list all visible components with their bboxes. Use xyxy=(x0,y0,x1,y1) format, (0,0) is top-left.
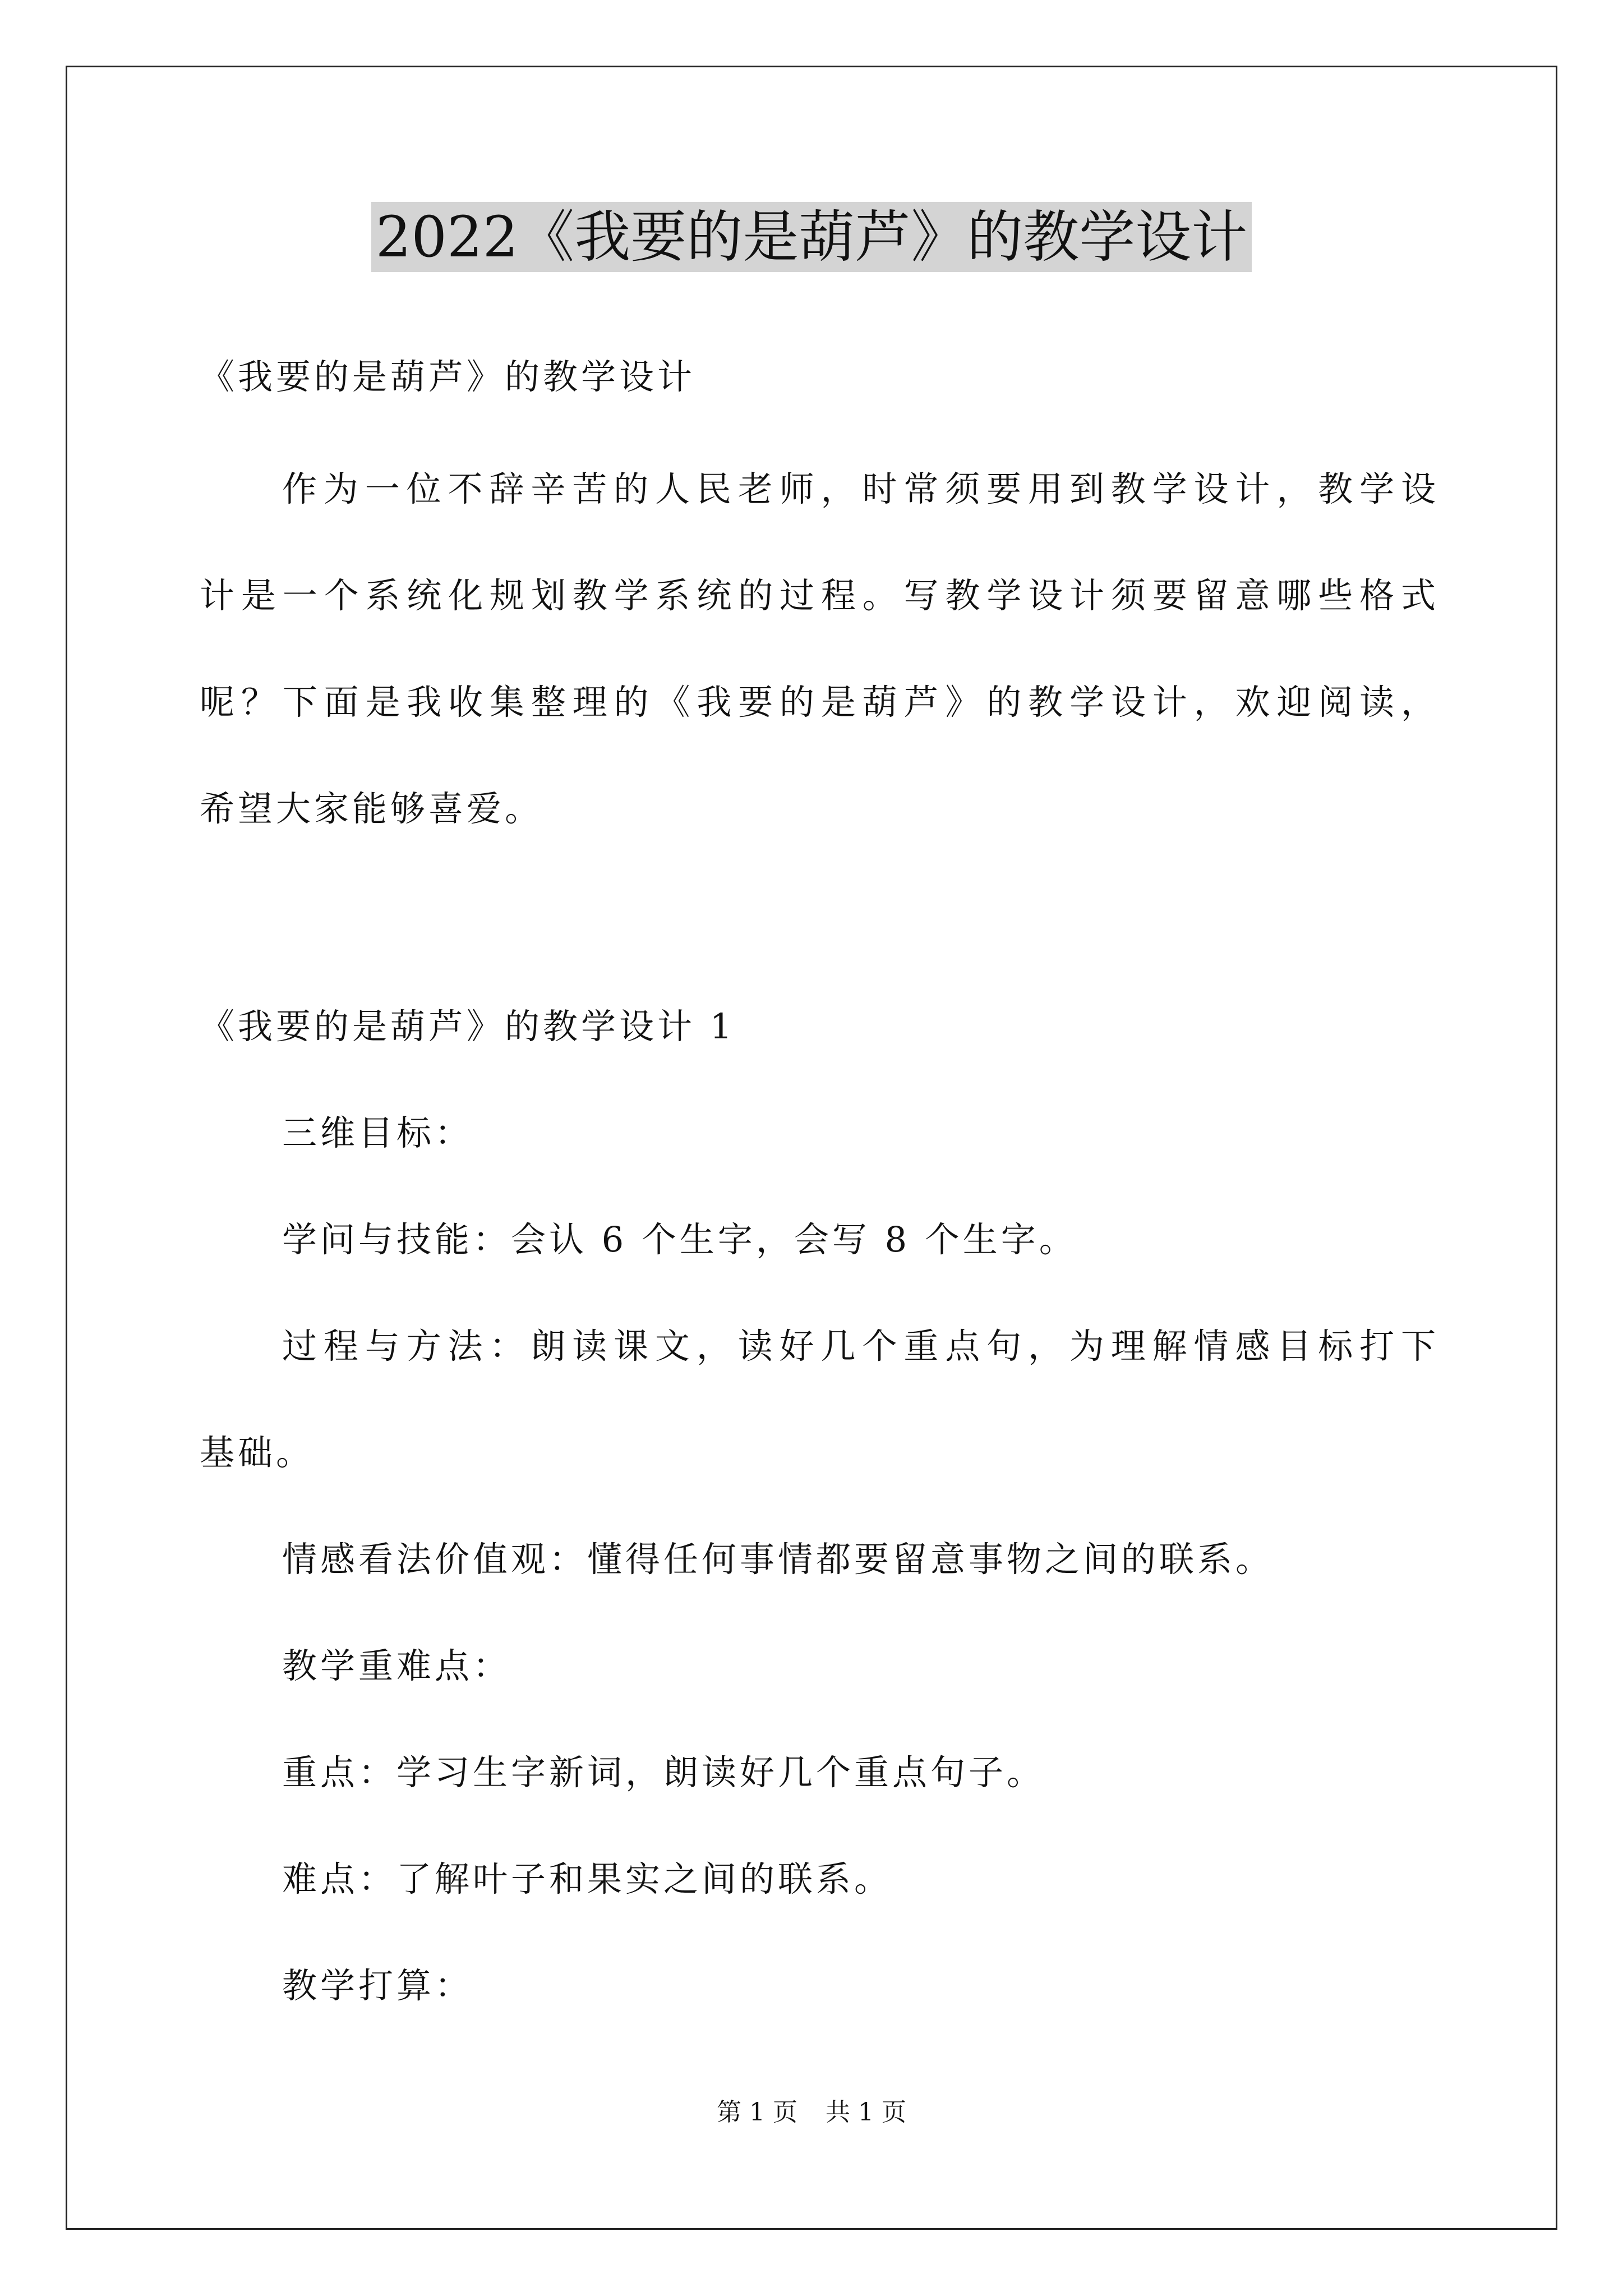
document-title-text: 2022《我要的是葫芦》的教学设计 xyxy=(371,202,1252,272)
intro-line-4: 希望大家能够喜爱。 xyxy=(200,788,543,829)
page-total: 共 1 页 xyxy=(826,2098,906,2127)
intro-line-3: 呢？下面是我收集整理的《我要的是葫芦》的教学设计，欢迎阅读， xyxy=(200,682,1436,723)
body-line-emotion: 情感看法价值观：懂得任何事情都要留意事物之间的联系。 xyxy=(282,1539,1274,1580)
body-line-difficult-point: 难点：了解叶子和果实之间的联系。 xyxy=(282,1858,893,1899)
intro-line-2: 计是一个系统化规划教学系统的过程。写教学设计须要留意哪些格式 xyxy=(200,575,1436,616)
body-line-key-difficult: 教学重难点： xyxy=(282,1645,511,1686)
body-line-process-2: 基础。 xyxy=(200,1432,315,1473)
document-title xyxy=(0,201,1623,274)
body-line-goals: 三维目标： xyxy=(282,1112,473,1153)
page-number: 第 1 页 xyxy=(717,2098,797,2127)
section-heading: 《我要的是葫芦》的教学设计 1 xyxy=(200,1006,736,1047)
body-line-preparation: 教学打算： xyxy=(282,1965,473,2006)
page-footer xyxy=(0,2096,1623,2129)
body-line-knowledge: 学问与技能：会认 6 个生字，会写 8 个生字。 xyxy=(282,1219,1077,1260)
intro-line-1: 作为一位不辞辛苦的人民老师，时常须要用到教学设计，教学设 xyxy=(282,468,1436,509)
body-line-process-1: 过程与方法：朗读课文，读好几个重点句，为理解情感目标打下 xyxy=(282,1326,1436,1366)
body-line-key-point: 重点：学习生字新词，朗读好几个重点句子。 xyxy=(282,1752,1045,1793)
subtitle-line: 《我要的是葫芦》的教学设计 xyxy=(200,356,696,397)
